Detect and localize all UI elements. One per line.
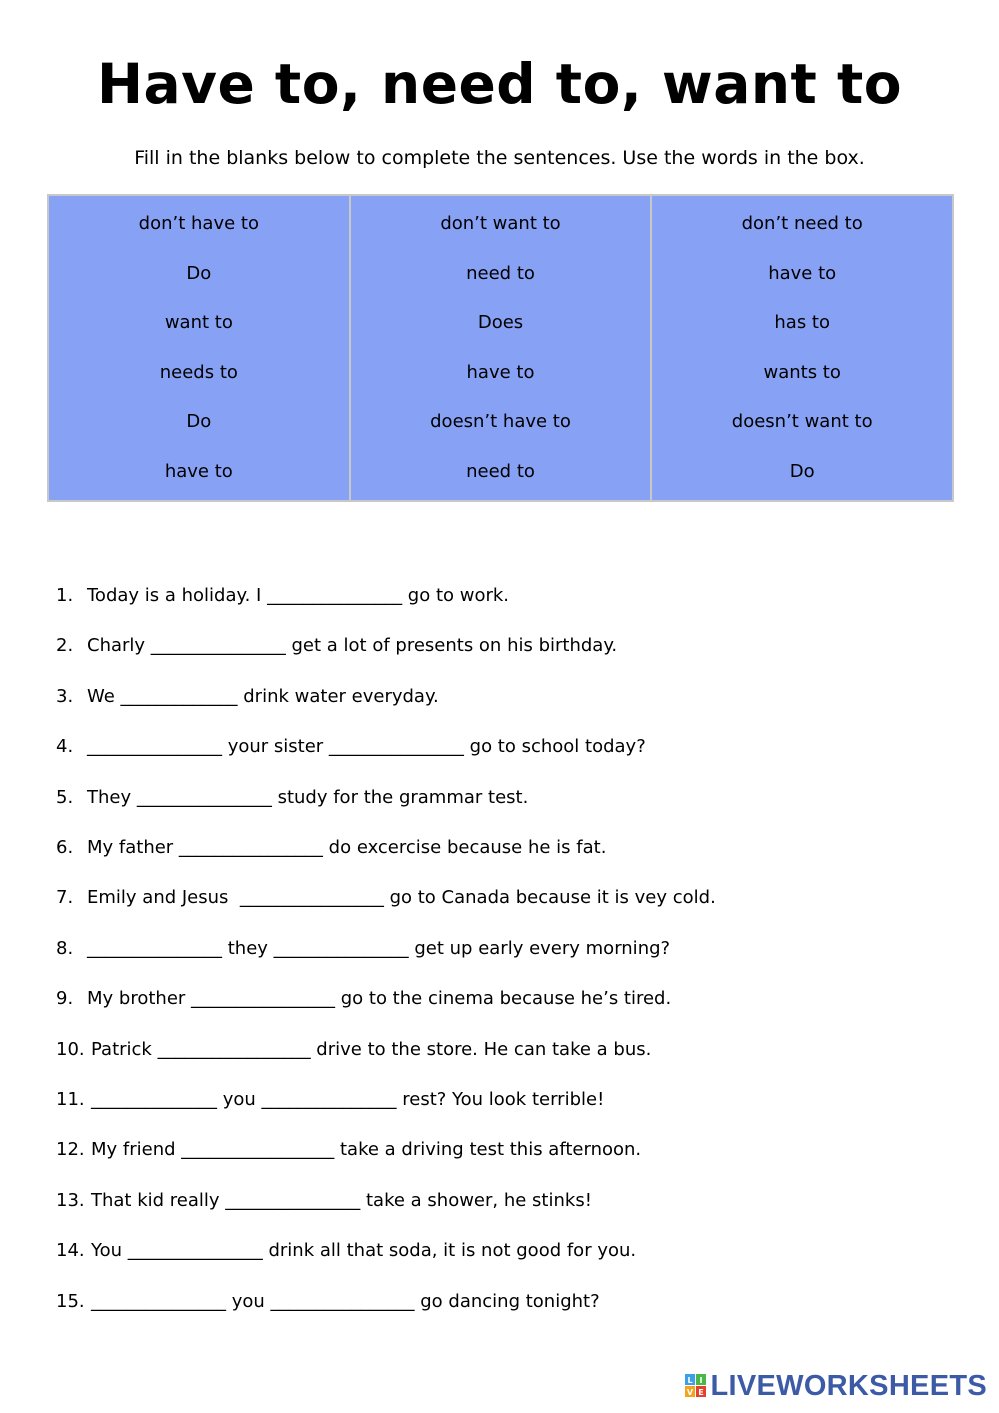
word-box-word: Does — [477, 312, 524, 333]
word-box-word: Do — [789, 460, 815, 482]
question-11 — [56, 1088, 604, 1112]
question-9 — [56, 987, 671, 1011]
question-13 — [56, 1189, 592, 1213]
liveworksheets-logo[interactable] — [684, 1370, 988, 1402]
word-box-column-1 — [49, 196, 349, 500]
word-box-word: have to — [768, 262, 837, 284]
question-number: 2. — [56, 635, 74, 656]
question-number: 15. — [56, 1291, 85, 1312]
word-box — [47, 194, 954, 502]
word-box-column-2 — [349, 196, 651, 500]
question-5 — [56, 786, 528, 810]
word-box-word: Do — [186, 411, 212, 432]
word-box-word: need to — [466, 460, 535, 482]
question-number: 6. — [56, 837, 74, 858]
question-12 — [56, 1138, 641, 1162]
question-number: 9. — [56, 988, 74, 1009]
question-text: My friend _________________ take a driving test this afternoon. — [91, 1139, 642, 1160]
question-text: ______________ you _______________ rest? You look terrible! — [91, 1089, 605, 1110]
question-8 — [56, 937, 670, 961]
question-number: 8. — [56, 938, 74, 959]
question-number: 7. — [56, 887, 74, 908]
word-box-word: don’t want to — [440, 213, 561, 234]
question-number: 14. — [56, 1240, 85, 1261]
question-15 — [56, 1290, 600, 1314]
question-2 — [56, 634, 617, 658]
question-text: Today is a holiday. I _______________ go to work. — [87, 585, 510, 606]
word-box-word: needs to — [159, 361, 238, 383]
word-box-word: wants to — [763, 361, 841, 383]
instructions: Fill in the blanks below to complete the sentences. Use the words in the box. — [134, 147, 865, 169]
question-number: 4. — [56, 736, 74, 757]
question-10 — [56, 1038, 651, 1062]
word-box-word: have to — [466, 361, 535, 383]
question-number: 13. — [56, 1190, 85, 1211]
svg-text:I: I — [699, 1376, 702, 1385]
question-text: Emily and Jesus ________________ go to Canada because it is vey cold. — [87, 887, 716, 908]
word-box-word: doesn’t have to — [430, 411, 571, 432]
svg-text:L: L — [686, 1376, 693, 1385]
question-1 — [56, 584, 509, 608]
word-box-word: has to — [774, 312, 830, 333]
logo-text: LIVEWORKSHEETS — [710, 1370, 987, 1402]
question-number: 1. — [56, 585, 74, 606]
word-box-word: don’t need to — [741, 213, 863, 234]
question-number: 10. — [56, 1039, 85, 1060]
question-text: That kid really _______________ take a shower, he stinks! — [91, 1190, 592, 1211]
question-text: _______________ you ________________ go dancing tonight? — [91, 1291, 600, 1312]
svg-text:E: E — [697, 1388, 704, 1397]
page-title: Have to, need to, want to — [96, 52, 903, 116]
question-number: 11. — [56, 1089, 85, 1110]
question-7 — [56, 886, 716, 910]
question-number: 3. — [56, 686, 74, 707]
question-text: _______________ your sister _______________ go to school today? — [87, 736, 646, 757]
liveworksheets-logo-icon — [684, 1373, 708, 1399]
question-text: Charly _______________ get a lot of presents on his birthday. — [87, 635, 618, 656]
word-box-word: have to — [164, 460, 233, 482]
svg-text:V: V — [686, 1388, 693, 1397]
question-text: They _______________ study for the grammar test. — [87, 787, 529, 808]
question-text: We _____________ drink water everyday. — [87, 686, 439, 707]
question-text: You _______________ drink all that soda, it is not good for you. — [91, 1240, 637, 1261]
word-box-column-3 — [650, 196, 952, 500]
question-text: My brother ________________ go to the cinema because he’s tired. — [87, 988, 672, 1009]
word-box-word: don’t have to — [138, 213, 259, 234]
question-text: _______________ they _______________ get up early every morning? — [87, 938, 671, 959]
question-text: Patrick _________________ drive to the store. He can take a bus. — [91, 1039, 652, 1060]
word-box-word: Do — [186, 262, 212, 284]
question-number: 12. — [56, 1139, 85, 1160]
question-4 — [56, 735, 646, 759]
question-text: My father ________________ do excercise because he is fat. — [87, 837, 607, 858]
word-box-word: want to — [164, 312, 233, 333]
word-box-word: need to — [466, 262, 535, 284]
question-14 — [56, 1239, 636, 1263]
question-3 — [56, 685, 439, 709]
question-number: 5. — [56, 787, 74, 808]
word-box-word: doesn’t want to — [731, 411, 873, 432]
question-6 — [56, 836, 606, 860]
